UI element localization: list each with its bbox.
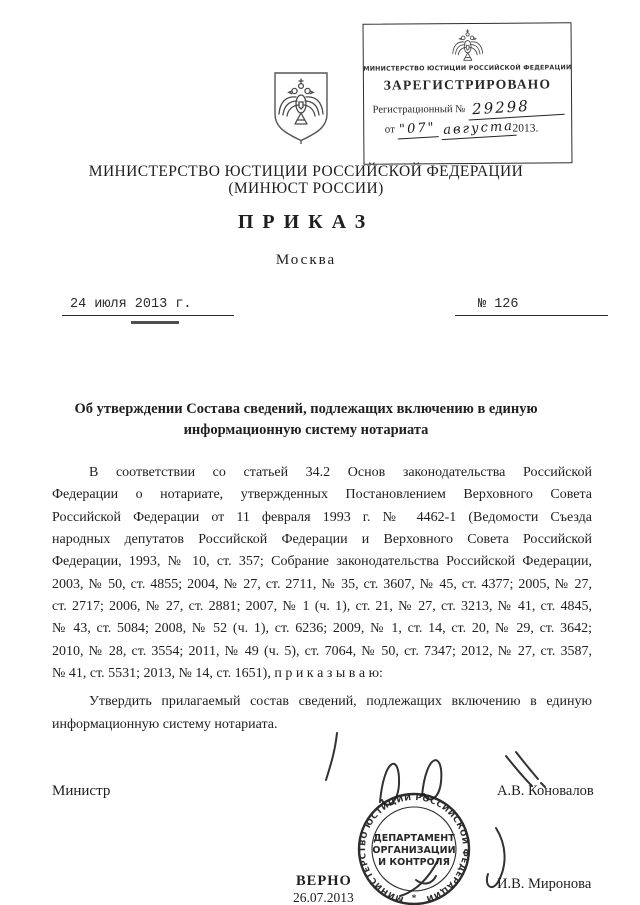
stamp-ministry-line: МИНИСТЕРСТВО ЮСТИЦИИ РОССИЙСКОЙ ФЕДЕРАЦИИ (363, 64, 572, 73)
certification-date: 26.07.2013 (293, 890, 354, 905)
from-label: от (384, 123, 395, 136)
round-stamp-ring-text: МИНИСТЕРСТВО ЮСТИЦИИ РОССИЙСКОЙ ФЕДЕРАЦИИ (357, 792, 471, 904)
body-line: народных депутатов Российской Федерации и Верховного Совета Российской (52, 532, 592, 548)
ministry-name: МИНИСТЕРСТВО ЮСТИЦИИ РОССИЙСКОЙ ФЕДЕРАЦИИ (88, 163, 524, 180)
ministry-short-name: (МИНЮСТ РОССИИ) (228, 180, 384, 197)
city-label: Москва (275, 252, 337, 268)
registration-stamp-box (363, 22, 573, 164)
body-line: Российской Федерации от 11 февраля 1993 г. № 4462-1 (Ведомости Съезда (52, 509, 592, 525)
stamp-date-line (371, 120, 565, 138)
signer-position: Министр (52, 783, 111, 799)
document-date: 24 июля 2013 г. (62, 297, 234, 316)
round-stamp-center-line3: И КОНТРОЛЯ (378, 857, 450, 868)
order-body (52, 462, 592, 736)
underline-artifact (131, 321, 179, 324)
stamp-registered-label: ЗАРЕГИСТРИРОВАНО (383, 76, 552, 93)
order-title-line1: Об утверждении Состава сведений, подлежащих включению в единую (74, 401, 538, 417)
body-line: Федерации о нотариате, утвержденных Постановлением Верховного Совета (52, 487, 592, 503)
order-title (0, 399, 612, 441)
body-line: ст. 2717; 2006, № 27, ст. 2881; 2007, № 1 (ч. 1), ст. 21, № 27, ст. 3213, № 41, ст. 4845, (52, 599, 592, 615)
body-line: № 41, ст. 5531; 2013, № 14, ст. 1651), п р и к а з ы в а ю: (52, 666, 383, 682)
order-title-line2: информационную систему нотариата (183, 422, 429, 438)
body-line: информационную систему нотариата. (52, 716, 278, 732)
body-line: В соответствии со статьей 34.2 Основ законодательства Российской (89, 465, 592, 480)
reg-number-label: Регистрационный № (372, 104, 466, 116)
document-type-title: ПРИКАЗ (237, 211, 375, 233)
stamp-reg-number-line (373, 97, 563, 118)
stamp-eagle-icon (445, 29, 489, 63)
coat-of-arms-emblem (264, 69, 338, 145)
body-line: Утвердить прилагаемый состав сведений, подлежащих включению в единую (89, 694, 592, 710)
body-line: Федерации, 1993, № 10, ст. 357; Собрание законодательства Российской Федерации, (52, 554, 592, 570)
certified-true-label: ВЕРНО (296, 873, 352, 889)
body-line: № 43, ст. 5084; 2008, № 52 (ч. 1), ст. 6236; 2009, № 1, ст. 14, ст. 20, № 29, ст. 3642; (52, 621, 592, 637)
body-line: 2010, № 28, ст. 3554; 2011, № 49 (ч. 5), ст. 7064, № 50, ст. 7347; 2012, № 27, ст. 3587, (52, 643, 592, 659)
certifier-name: И.В. Миронова (497, 876, 592, 892)
body-line: 2003, № 50, ст. 4855; 2004, № 27, ст. 2711, № 35, ст. 3607, № 45, ст. 4377; 2005, № 27, (52, 576, 592, 592)
reg-number-value: 29298 (467, 95, 564, 121)
document-number: № 126 (455, 297, 608, 316)
stamp-date-year: 2013. (512, 122, 539, 135)
round-stamp-center-line1: ДЕПАРТАМЕНТ (373, 833, 455, 844)
round-stamp-center-line2: ОРГАНИЗАЦИИ (372, 845, 456, 856)
signature-strokes (320, 722, 570, 905)
stamp-date-day: "07" (397, 120, 438, 139)
stamp-date-month: августа (441, 119, 517, 140)
signer-name: А.В. Коновалов (497, 783, 594, 799)
round-stamp-star: * (411, 893, 417, 903)
